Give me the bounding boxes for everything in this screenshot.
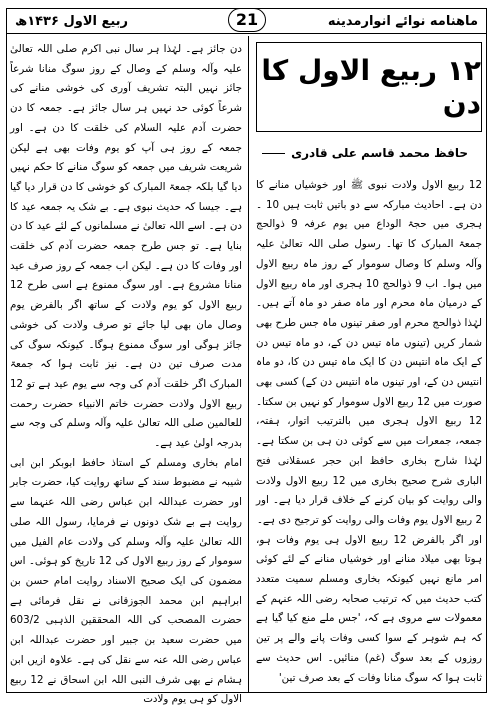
right-text-column [256, 176, 482, 690]
paragraph: اور اگر بالفرض 12 ربیع الاول ہی یوم وفات ہو، ہوتا بھی میلاد منانے اور خوشیاں منانے کے لئے کوئی امر مانع نہیں کیونکہ بخاری ومسلم سمیت متعدد کتب حدیث میں کہ ترتیب صحابہ رضی اللہ عنہم کے معمولات سے مروی ہے کہ، 'جس ملے منع کیا گیا ہے کہ ہم شوہر کے سوا کسی وفات پانے والے پر تین روزوں کے بعد سوگ (غم) منائیں۔ اس حدیث سے ثابت ہوا کہ سوگ منانا وفات کے بعد صرف تین' [256, 533, 482, 684]
author-name: حافظ محمد قاسم علی قادری [291, 146, 468, 160]
paragraph: امام بخاری ومسلم کے استاذ حافظ ابوبکر ابن ابی شیبہ نے مضبوط سند کے ساتھ روایت کیا، حضرت جابر اور حضرت عبداللہ ابن عباس رضی اللہ عنہما سے روایت ہے بے شک دونوں نے فرمایا، رسول اللہ صلی اللہ تعالیٰ علیہ وآلہ وسلم کی ولادت عام الفیل میں سوموار کے روز ربیع الاول کی 12 تاریخ کو ہوئی۔ اس مضمون کی ایک صحیح الاسناد روایت امام حسن بن ابراہیم ابن محمد الجوزقانی نے نقل فرمائی ہے حضرت المصحب کی اللہ المحققین الذہبی 603/2 میں حضرت سعید بن جبیر اور حضرت عبداللہ ابن عباس رضی اللہ عنہ سے نقل کی ہے۔ علاوہ ازیں ابن ہشام نے بھی شرف النبی اللہ ابن اسحاق نے 12 ربیع الاول کو ہی یوم ولادت [10, 456, 243, 706]
article-title: ۱۲ ربیع الاول کا دن [261, 54, 481, 120]
magazine-name: ماهنامه نوائے انوارمدینه [327, 13, 478, 29]
page-number: 21 [228, 8, 266, 32]
left-text-column [10, 40, 243, 706]
article-title-box [256, 42, 482, 132]
column-divider [248, 36, 249, 692]
author-byline [256, 140, 482, 166]
issue-date: ربیع الاول ۱۴۳۶ھ [15, 13, 129, 29]
paragraph: دن جائز ہے۔ لہٰذا ہر سال نبی اکرم صلی اللہ تعالیٰ علیہ وآلہ وسلم کے وصال کے روز سوگ منانا شرعاً جائز نہیں البتہ تشریف آوری کی خوشی منانے کی شرعاً کوئی حد نہیں ہر سال جائز ہے۔ جمعہ کا دن حضرت آدم علیہ السلام کی خلقت کا دن ہے۔ اور جمعہ کے روز ہی آپ کو یوم وفات بھی ہے لیکن شریعت شریف میں جمعہ کو سوگ منانے کا حکم نہیں دیا گیا بلکہ جمعۃ المبارک کو خوشی کا دن قرار دیا گیا ہے۔ جیسا کہ حدیث نبوی ہے۔ بے شک یہ جمعہ عید کا دن ہے۔ اسے اللہ تعالیٰ نے مسلمانوں کے لئے عید کا دن بنایا ہے۔ تو جس طرح جمعہ حضرت آدم کی خلقت اور وفات کا دن ہے۔ لیکن اب جمعہ کے روز صرف عید منانا مشروع ہے۔ اور سوگ ممنوع ہے اسی طرح 12 ربیع الاول کو یوم ولادت کے ساتھ اگر بالفرض یوم وصال مان بھی لیا جائے تو صرف ولادت کی خوشی جائز ہوگی اور سوگ ممنوع ہوگا۔ کیونکہ سوگ کی مدت صرف تین دن ہے۔ نیز ثابت ہوا کہ جمعۃ المبارک اگر خلقت آدم کی وجہ سے یوم عید ہے تو 12 ربیع الاول ولادت حضرت خاتم الانبیاء حضرت رحمت للعالمین صلی اللہ تعالیٰ علیہ وآلہ وسلم کی وجہ سے بدرجہ اولیٰ عید ہے۔ [10, 43, 242, 450]
paragraph: 12 ربیع الاول ولادت نبوی ﷺ اور خوشیاں منانے کا دن ہے۔ احادیث مبارکہ سے دو باتیں ثابت ہیں 10 ۔ ہجری میں حجۃ الوداع میں یوم عرفہ 9 ذوالحج جمعۃ المبارک کا تھا۔ رسول صلی اللہ تعالیٰ علیہ وآلہ وسلم کا وصال سوموار کے روز ماہ ربیع الاول میں ہوا۔ اب 9 ذوالحج 10 ہجری اور ماہ ربیع الاول کے درمیان ماہ محرم اور ماہ صفر دو ماہ آتے ہیں۔ لہٰذا ذوالحج محرم اور صفر تینوں ماہ جس طرح بھی شمار کریں (تینوں ماہ تیس دن کے، دو ماہ تیس دن کے ایک ماہ انتیس دن کا ایک ماہ تیس دن کا، دو ماہ انتیس دن کے، اور تینوں ماہ انتیس دن کے) کسی بھی صورت میں 12 ربیع الاول سوموار کو نہیں بن سکتا۔ 12 ربیع الاول ہجری میں بالترتیب اتوار، ہفتہ، جمعہ، جمعرات میں سے کوئی دن ہی بن سکتا ہے۔ لہٰذا شارح بخاری حافظ ابن حجر عسقلانی فتح الباری شرح صحیح بخاری میں 12 ربیع الاول ولادت والی روایت کو بیان کرنے کے خلاف قرار دیا ہے۔ اور 2 ربیع الاول یوم وفات والی روایت کو ترجیح دی ہے۔ [256, 179, 482, 526]
byline-rule [262, 153, 285, 154]
